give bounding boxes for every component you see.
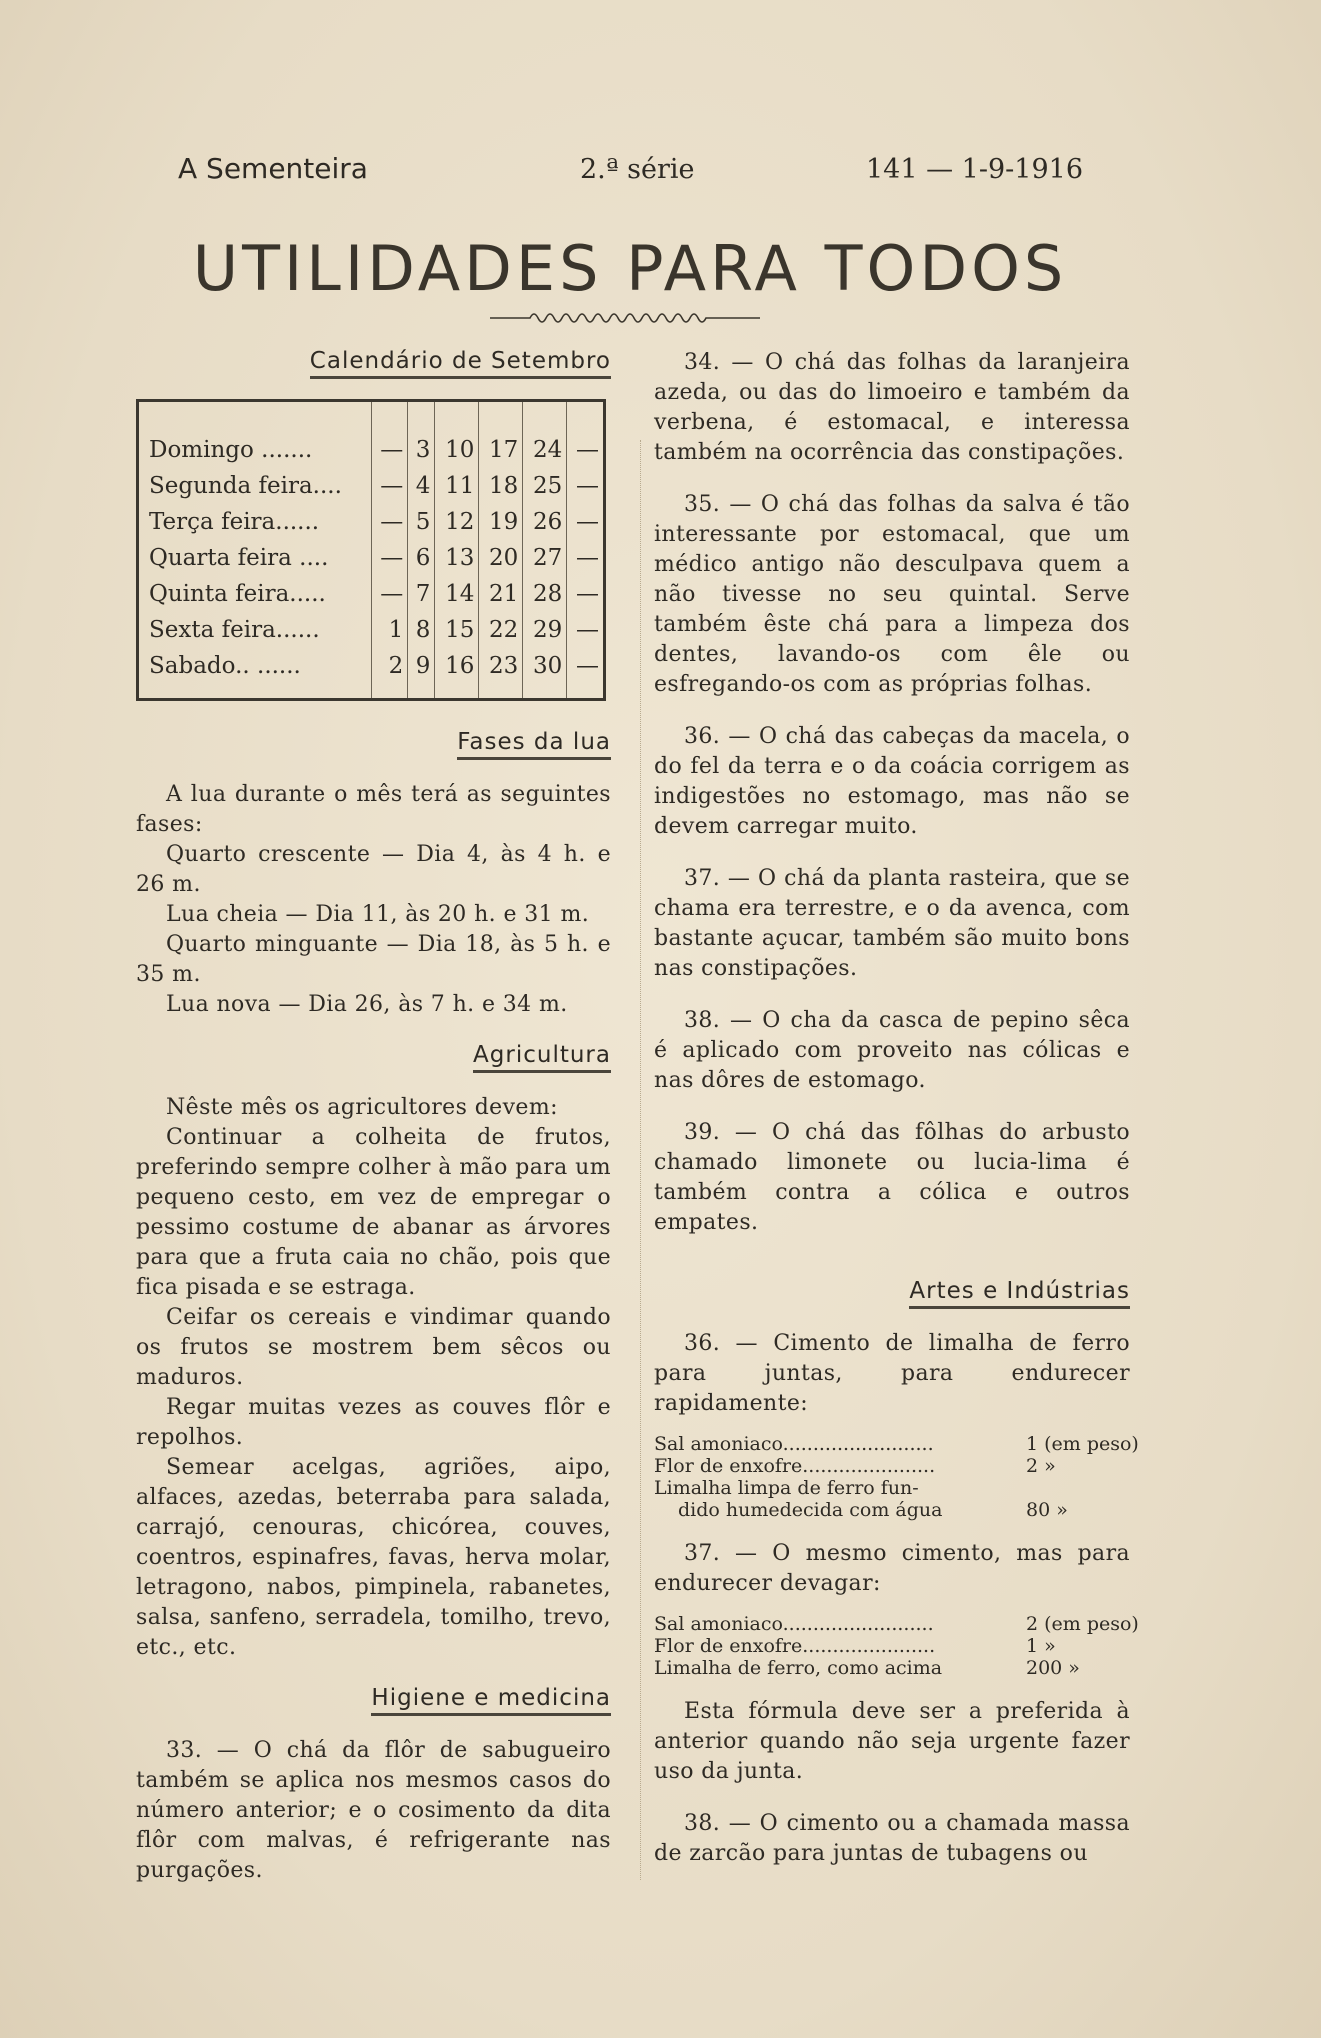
- calendar-date-cell: 15: [435, 612, 479, 648]
- calendar-row: [139, 504, 603, 540]
- hygiene-paragraph-34: 34. — O chá das folhas da laranjeira azeda, ou das do limoeiro e também da verbena, é estomacal, e interessa também na ocorrência das constipações.: [654, 350, 1130, 465]
- calendar-date-cell: 27: [523, 540, 567, 576]
- calendar-date-cell: —: [567, 402, 603, 468]
- series-label: 2.ª série: [580, 154, 695, 185]
- issue-number-date: 141 — 1-9-1916: [865, 154, 1083, 185]
- calendar-date-cell: 1: [371, 612, 408, 648]
- calendar-date-cell: 20: [479, 540, 523, 576]
- calendar-date-cell: 17: [479, 402, 523, 468]
- calendar-day-name: Segunda feira....: [149, 473, 342, 499]
- arts-note: Esta fórmula deve ser a preferida à anterior quando não seja urgente fazer uso da junta.: [654, 1699, 1130, 1784]
- calendar-date-cell: 7: [408, 576, 435, 612]
- calendar-row: [139, 468, 603, 504]
- calendar-date-cell: —: [567, 468, 603, 504]
- recipe-fast: [654, 1433, 1139, 1521]
- calendar-date-cell: —: [567, 540, 603, 576]
- recipe-row: Sal amoniaco......................... 2 (em peso): [654, 1613, 1139, 1635]
- right-column: [654, 348, 1139, 1869]
- page-header: [178, 152, 1083, 192]
- calendar-row: [139, 540, 603, 576]
- calendar-date-cell: —: [567, 504, 603, 540]
- left-column: [136, 348, 611, 1886]
- agriculture-paragraph: Ceifar os cereais e vindimar quando os frutos se mostrem bem sêcos ou maduros.: [136, 1305, 611, 1390]
- calendar-date-cell: —: [567, 576, 603, 612]
- calendar-day-name: Quinta feira.....: [149, 581, 326, 607]
- calendar-date-cell: —: [371, 468, 408, 504]
- calendar-date-cell: 23: [479, 648, 523, 698]
- recipe-row: Sal amoniaco......................... 1 (em peso): [654, 1433, 1139, 1455]
- calendar-date-cell: 16: [435, 648, 479, 698]
- calendar-date-cell: 11: [435, 468, 479, 504]
- recipe-row: Flor de enxofre...................... 2 »: [654, 1455, 1056, 1477]
- calendar-date-cell: 6: [408, 540, 435, 576]
- moon-heading: Fases da lua: [136, 729, 611, 760]
- recipe-row: Limalha limpa de ferro fun-: [654, 1477, 919, 1499]
- arts-paragraph-37: 37. — O mesmo cimento, mas para endurecer devagar:: [654, 1541, 1130, 1596]
- agriculture-paragraph: Regar muitas vezes as couves flôr e repolhos.: [136, 1395, 611, 1450]
- paper-name: A Sementeira: [178, 152, 368, 185]
- calendar-date-cell: —: [567, 612, 603, 648]
- calendar-date-cell: 13: [435, 540, 479, 576]
- calendar-date-cell: 24: [523, 402, 567, 468]
- calendar-date-cell: 22: [479, 612, 523, 648]
- column-divider: [640, 440, 641, 1880]
- calendar-date-cell: 28: [523, 576, 567, 612]
- calendar-date-cell: 5: [408, 504, 435, 540]
- calendar-row: [139, 576, 603, 612]
- calendar-date-cell: 19: [479, 504, 523, 540]
- recipe-row: Limalha de ferro, como acima 200 »: [654, 1657, 1080, 1679]
- hygiene-paragraph-37: 37. — O chá da planta rasteira, que se chama era terrestre, e o da avenca, com bastante açucar, também são muito bons nas constipações.: [654, 866, 1130, 981]
- calendar-day-name: Sabado.. ......: [149, 653, 301, 679]
- calendar-date-cell: —: [371, 402, 408, 468]
- page-title: UTILIDADES PARA TODOS: [192, 232, 1068, 305]
- calendar-date-cell: —: [371, 576, 408, 612]
- moon-intro: A lua durante o mês terá as seguintes fases:: [136, 782, 611, 837]
- calendar-date-cell: 9: [408, 648, 435, 698]
- calendar-day-name: Sexta feira......: [149, 617, 320, 643]
- hygiene-paragraph-39: 39. — O chá das fôlhas do arbusto chamado limonete ou lucia-lima é também contra a cólica e outros empates.: [654, 1120, 1130, 1235]
- calendar-date-cell: 26: [523, 504, 567, 540]
- calendar-row: [139, 612, 603, 648]
- calendar-row: [139, 402, 603, 468]
- calendar-date-cell: —: [371, 504, 408, 540]
- calendar-date-cell: 4: [408, 468, 435, 504]
- calendar-date-cell: 8: [408, 612, 435, 648]
- moon-phase: Lua nova — Dia 26, às 7 h. e 34 m.: [166, 992, 568, 1017]
- calendar-date-cell: 30: [523, 648, 567, 698]
- hygiene-paragraph-38: 38. — O cha da casca de pepino sêca é aplicado com proveito nas cólicas e nas dôres de estomago.: [654, 1008, 1130, 1093]
- agriculture-paragraph: Continuar a colheita de frutos, preferindo sempre colher à mão para um pequeno cesto, em vez de empregar o pessimo costume de abanar as árvores para que a fruta caia no chão, pois que fica pisada e se estraga.: [136, 1125, 611, 1300]
- calendar-table: [136, 399, 606, 701]
- arts-heading: Artes e Indústrias: [654, 1278, 1130, 1309]
- recipe-row: Flor de enxofre...................... 1 »: [654, 1635, 1056, 1657]
- calendar-date-cell: 18: [479, 468, 523, 504]
- hygiene-heading: Higiene e medicina: [136, 1685, 611, 1716]
- calendar-date-cell: —: [371, 540, 408, 576]
- calendar-heading: Calendário de Setembro: [136, 348, 611, 379]
- hygiene-paragraph-35: 35. — O chá das folhas da salva é tão interessante por estomacal, que um médico antigo não desculpava quem a não tivesse no seu quintal. Serve também êste chá para a limpeza dos dentes, lavando-os com êle ou esfregando-os com as próprias folhas.: [654, 492, 1130, 697]
- hygiene-paragraph-33: 33. — O chá da flôr de sabugueiro também se aplica nos mesmos casos do número anterior; e o cosimento da dita flôr com malvas, é refrigerante nas purgações.: [136, 1738, 611, 1883]
- arts-paragraph-36: 36. — Cimento de limalha de ferro para juntas, para endurecer rapidamente:: [654, 1331, 1130, 1416]
- calendar-date-cell: 12: [435, 504, 479, 540]
- moon-phase: Quarto crescente — Dia 4, às 4 h. e 26 m.: [136, 842, 611, 897]
- calendar-row: [139, 648, 603, 698]
- calendar-date-cell: 25: [523, 468, 567, 504]
- calendar-date-cell: —: [567, 648, 603, 698]
- calendar-date-cell: 29: [523, 612, 567, 648]
- calendar-day-name: Domingo .......: [149, 437, 313, 463]
- recipe-slow: [654, 1613, 1139, 1679]
- calendar-date-cell: 3: [408, 402, 435, 468]
- calendar-date-cell: 21: [479, 576, 523, 612]
- agriculture-paragraph: Nêste mês os agricultores devem:: [166, 1095, 558, 1120]
- recipe-row: dido humedecida com água 80 »: [678, 1499, 1068, 1521]
- agriculture-paragraph: Semear acelgas, agriões, aipo, alfaces, azedas, beterraba para salada, carrajó, cenouras, chicórea, couves, coentros, espinafres, favas, herva molar, letragono, nabos, pimpinela, rabanetes, salsa, sanfeno, serradela, tomilho, trevo, etc., etc.: [136, 1455, 611, 1660]
- hygiene-paragraph-36: 36. — O chá das cabeças da macela, o do fel da terra e o da coácia corrigem as indigestões no estomago, mas não se devem carregar muito.: [654, 724, 1130, 839]
- moon-phase: Lua cheia — Dia 11, às 20 h. e 31 m.: [166, 902, 590, 927]
- calendar-day-name: Quarta feira ....: [149, 545, 329, 571]
- arts-paragraph-38: 38. — O cimento ou a chamada massa de zarcão para juntas de tubagens ou: [654, 1811, 1130, 1866]
- agriculture-heading: Agricultura: [136, 1042, 611, 1073]
- wave-ornament: [490, 306, 760, 328]
- calendar-day-name: Terça feira......: [149, 509, 320, 535]
- calendar-date-cell: 2: [371, 648, 408, 698]
- moon-phase: Quarto minguante — Dia 18, às 5 h. e 35 m.: [136, 932, 611, 987]
- calendar-date-cell: 14: [435, 576, 479, 612]
- calendar-date-cell: 10: [435, 402, 479, 468]
